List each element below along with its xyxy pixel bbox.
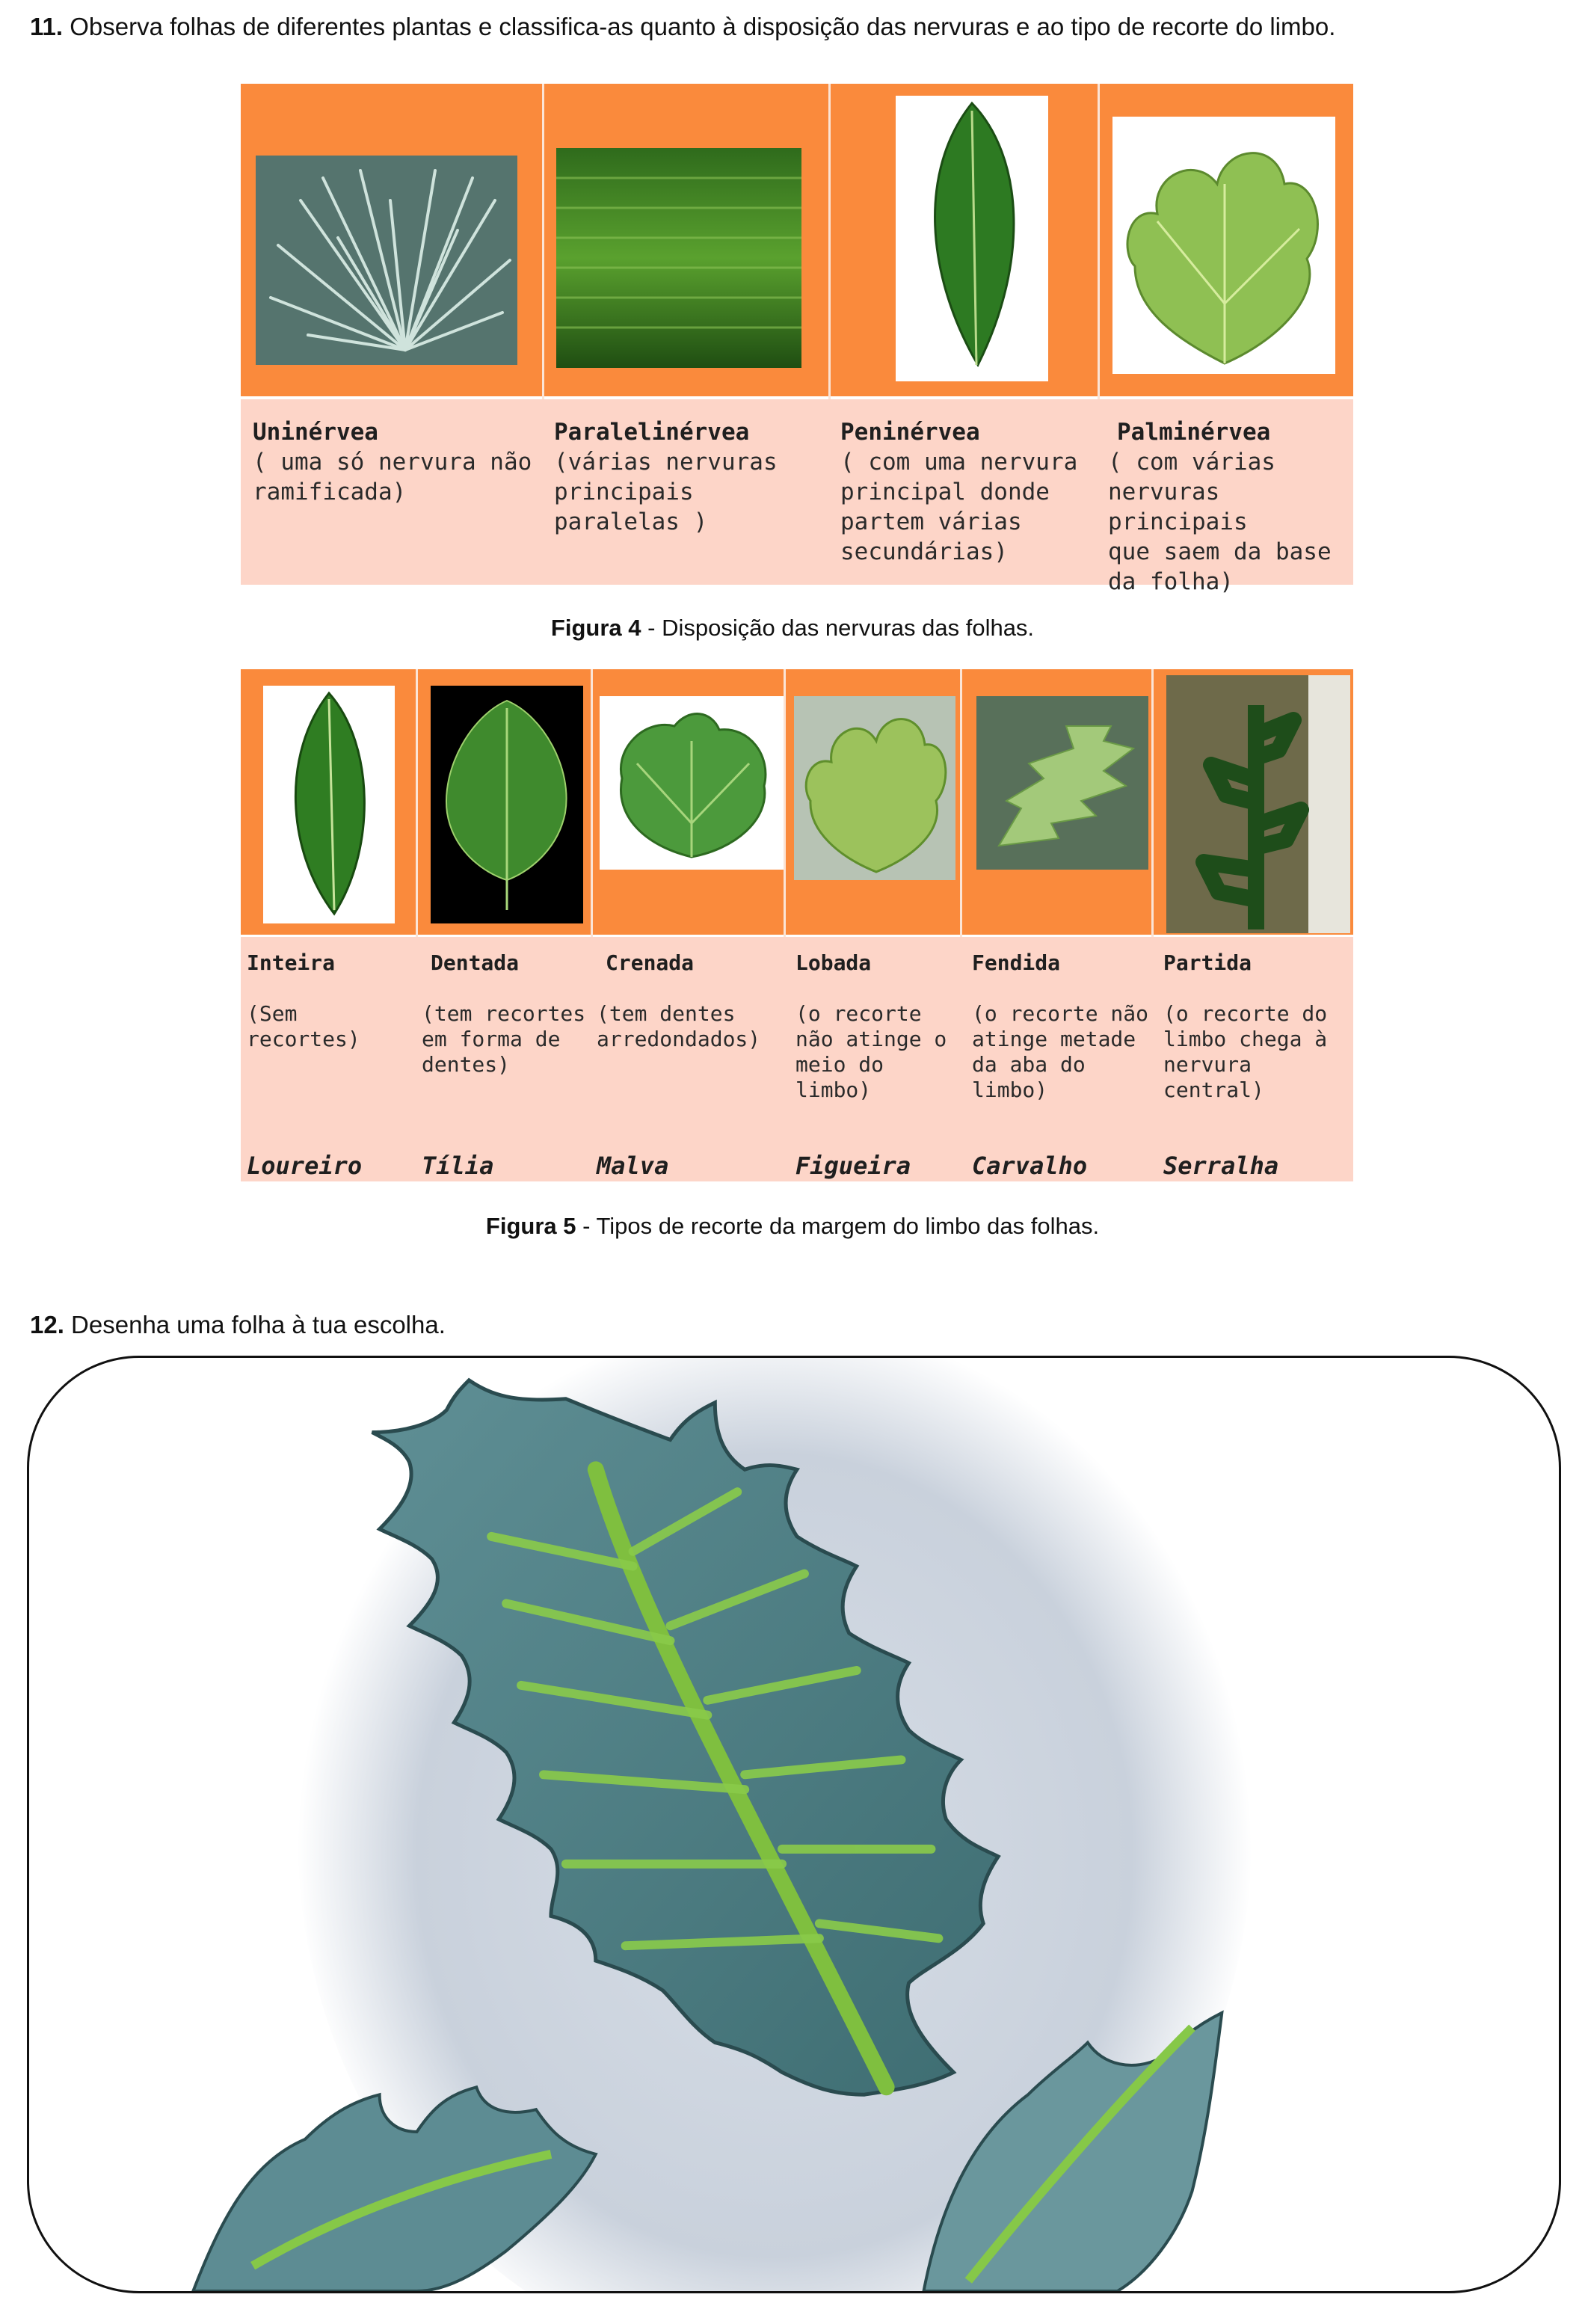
figure-4-label: Figura 4 xyxy=(550,615,641,641)
venation-title: Peninérvea xyxy=(840,419,980,446)
venation-peninervea xyxy=(828,399,1098,585)
pine-needles-photo xyxy=(256,156,517,365)
margin-type-lobada xyxy=(784,937,960,1181)
margin-type-fendida xyxy=(960,937,1151,1181)
drawing-area[interactable] xyxy=(27,1356,1561,2293)
venation-description: (várias nervuras principais paralelas ) xyxy=(554,449,778,535)
species-name: Loureiro xyxy=(247,1152,363,1180)
species-name: Carvalho xyxy=(972,1152,1088,1180)
margin-type-crenada xyxy=(591,937,784,1181)
mallow-leaf-photo xyxy=(600,696,784,870)
figure-4-image-row xyxy=(241,84,1353,396)
species-name: Tília xyxy=(422,1152,494,1180)
species-name: Malva xyxy=(597,1152,669,1180)
venation-paralelinervea xyxy=(542,399,828,585)
margin-type-dentada xyxy=(416,937,591,1181)
question-12-text: Desenha uma folha à tua escolha. xyxy=(71,1311,446,1338)
figure-4-caption xyxy=(0,615,1585,642)
margin-type-title: Dentada xyxy=(431,950,520,975)
figure-5-caption-text: - Tipos de recorte da margem do limbo das folhas. xyxy=(576,1213,1100,1239)
figure-4-table xyxy=(241,84,1353,595)
holly-leaf-pencil-drawing xyxy=(29,1358,1559,2291)
fig-leaf-photo xyxy=(794,696,955,880)
margin-type-title: Partida xyxy=(1163,950,1252,975)
grass-leaf-photo xyxy=(556,148,801,368)
venation-description: ( com uma nervura principal donde partem várias secundárias) xyxy=(840,449,1078,565)
margin-type-description: (o recorte não atinge o meio do limbo) xyxy=(795,1001,947,1102)
venation-title: Palminérvea xyxy=(1117,419,1271,446)
question-11-text: Observa folhas de diferentes plantas e classifica-as quanto à disposição das nervuras e ao tipo de recorte do limbo. xyxy=(70,13,1336,40)
figure-4-text-row xyxy=(241,399,1353,595)
margin-type-inteira xyxy=(241,937,416,1181)
margin-type-partida xyxy=(1151,937,1353,1181)
sowthistle-leaf-photo xyxy=(1166,675,1350,933)
question-11-number: 11. xyxy=(30,13,64,40)
figure-5-text-row xyxy=(241,937,1353,1181)
figure-5-table xyxy=(241,669,1353,1181)
question-12-number: 12. xyxy=(30,1311,64,1338)
venation-title: Uninérvea xyxy=(253,419,378,446)
figure-5-caption xyxy=(0,1213,1585,1240)
margin-type-description: (o recorte do limbo chega à nervura central) xyxy=(1163,1001,1328,1102)
margin-type-title: Lobada xyxy=(795,950,872,975)
oak-leaf-photo xyxy=(976,696,1148,870)
margin-type-description: (tem dentes arredondados) xyxy=(597,1001,761,1051)
laurel-leaf-photo xyxy=(263,686,395,923)
figure-5-label: Figura 5 xyxy=(485,1213,576,1239)
laurel-leaf-photo xyxy=(896,96,1048,381)
venation-title: Paralelinérvea xyxy=(554,419,750,446)
species-name: Serralha xyxy=(1163,1152,1279,1180)
figure-4-caption-text: - Disposição das nervuras das folhas. xyxy=(641,615,1035,641)
venation-description: ( com várias nervuras principais que saem da base da folha) xyxy=(1108,449,1332,595)
margin-type-title: Inteira xyxy=(247,950,336,975)
fig-leaf-photo xyxy=(1112,117,1335,374)
question-11 xyxy=(30,10,1335,43)
linden-leaf-photo xyxy=(431,686,583,923)
margin-type-description: (Sem recortes) xyxy=(247,1001,360,1051)
figure-5-image-row xyxy=(241,669,1353,935)
margin-type-description: (tem recortes em forma de dentes) xyxy=(422,1001,586,1077)
margin-type-title: Crenada xyxy=(606,950,695,975)
question-12 xyxy=(30,1309,446,1341)
venation-uninervea xyxy=(241,399,542,585)
species-name: Figueira xyxy=(795,1152,911,1180)
venation-palminervea xyxy=(1098,399,1353,595)
margin-type-description: (o recorte não atinge metade da aba do limbo) xyxy=(972,1001,1149,1102)
margin-type-title: Fendida xyxy=(972,950,1061,975)
venation-description: ( uma só nervura não ramificada) xyxy=(253,449,532,505)
